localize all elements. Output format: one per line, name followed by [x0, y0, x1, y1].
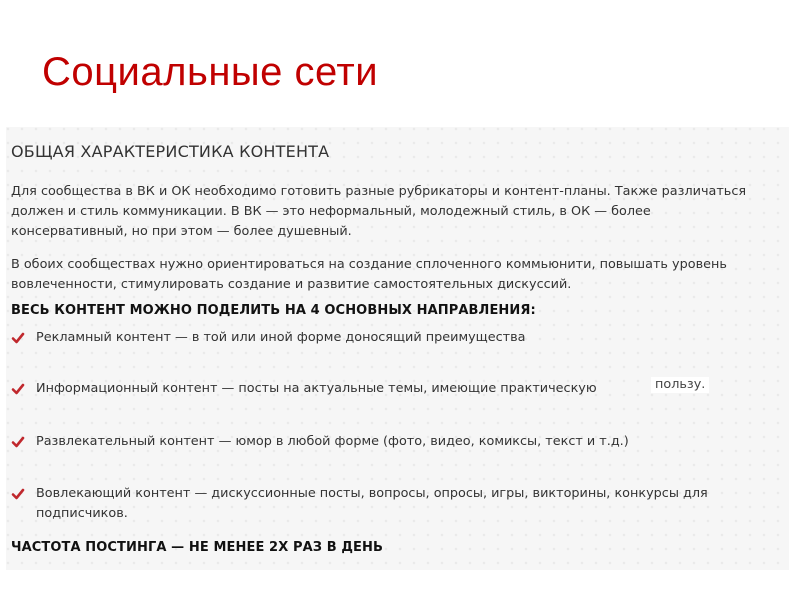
check-icon [11, 435, 25, 449]
check-icon [11, 487, 25, 501]
list-item-text: Рекламный контент — в той или иной форме доносящий преимущества [36, 330, 526, 345]
overlay-word: пользу. [651, 377, 709, 393]
list-item-text: Вовлекающий контент — дискуссионные посты, вопросы, опросы, игры, викторины, конкурсы для подписчиков. [36, 486, 708, 521]
content-image [6, 127, 789, 570]
content-heading: ОБЩАЯ ХАРАКТЕРИСТИКА КОНТЕНТА [11, 142, 330, 161]
paragraph-community: В обоих сообществах нужно ориентироваться на создание сплоченного коммьюнити, повышать уровень вовлеченности, стимулировать создание и развитие самостоятельных дискуссий. [11, 257, 727, 292]
paragraph-communication-style: Для сообщества в ВК и ОК необходимо готовить разные рубрикаторы и контент-планы. Также различаться должен и стиль коммуникации. В ВК — это неформальный, молодежный стиль, в ОК — более консервативный, но при этом — более душевный. [11, 184, 747, 239]
slide-title: Социальные сети [42, 50, 379, 94]
list-item-text: Развлекательный контент — юмор в любой форме (фото, видео, комиксы, текст и т.д.) [36, 434, 629, 449]
check-icon [11, 382, 25, 396]
posting-frequency: ЧАСТОТА ПОСТИНГА — НЕ МЕНЕЕ 2Х РАЗ В ДЕНЬ [11, 540, 383, 555]
check-icon [11, 331, 25, 345]
directions-heading: ВЕСЬ КОНТЕНТ МОЖНО ПОДЕЛИТЬ НА 4 ОСНОВНЫХ НАПРАВЛЕНИЯ: [11, 303, 536, 318]
list-item-text: Информационный контент — посты на актуальные темы, имеющие практическую [36, 381, 597, 396]
